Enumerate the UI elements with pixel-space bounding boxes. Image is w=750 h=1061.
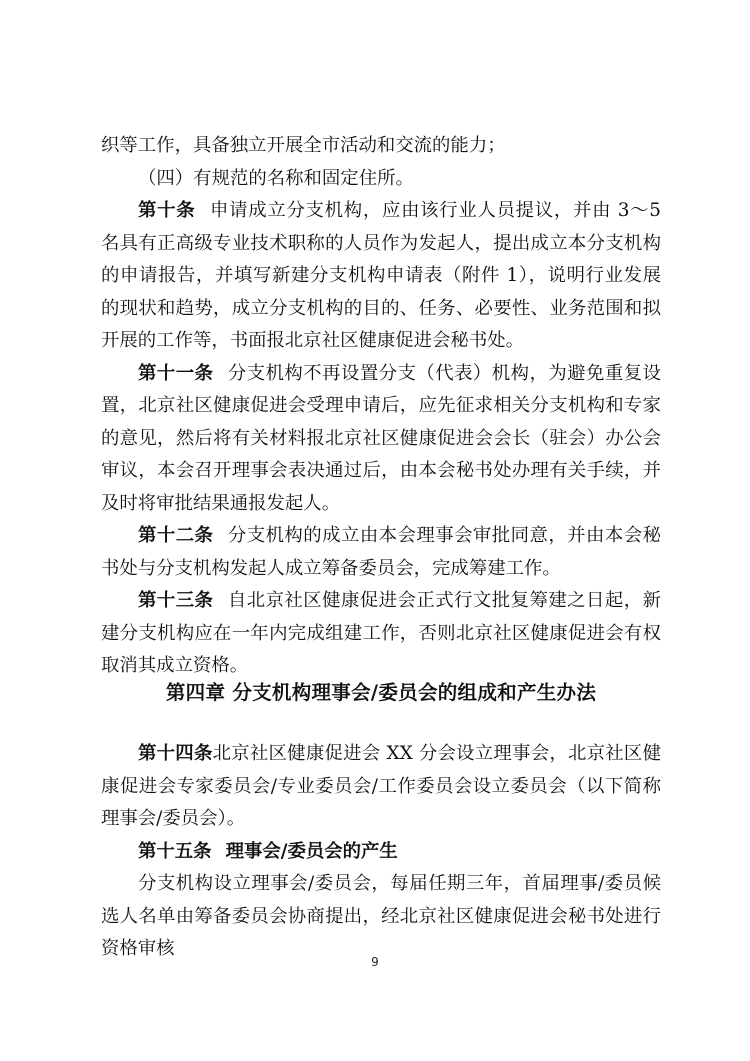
article-15 xyxy=(101,836,661,869)
article-label: 第十五条 xyxy=(138,840,212,862)
article-label: 第十一条 xyxy=(138,362,214,384)
paragraph-text: 织等工作，具备独立开展全市活动和交流的能力； xyxy=(101,135,506,156)
paragraph-15-body xyxy=(101,868,661,966)
article-text: 分支机构的成立由本会理事会审批同意，并由本会秘书处与分支机构发起人成立筹备委员会，完成筹建工作。 xyxy=(101,525,661,579)
article-12 xyxy=(101,520,661,585)
article-13 xyxy=(101,585,661,683)
paragraph-continuation xyxy=(101,130,661,163)
paragraph-text: （四）有规范的名称和固定住所。 xyxy=(138,167,414,189)
paragraph-text: 分支机构设立理事会/委员会，每届任期三年，首届理事/委员候选人名单由筹备委员会协商提出，经北京社区健康促进会秘书处进行资格审核 xyxy=(101,873,661,959)
article-10 xyxy=(101,195,661,358)
article-text: 分支机构不再设置分支（代表）机构，为避免重复设置，北京社区健康促进会受理申请后，应先征求相关分支机构和专家的意见，然后将有关材料报北京社区健康促进会会长（驻会）办公会审议，本会召开理事会表决通过后，由本会秘书处办理有关手续，并及时将审批结果通报发起人。 xyxy=(101,362,661,514)
body-text-lower xyxy=(101,738,661,966)
chapter-title: 第四章 分支机构理事会/委员会的组成和产生办法 xyxy=(165,681,597,704)
article-text: 自北京社区健康促进会正式行文批复筹建之日起，新建分支机构应在一年内完成组建工作，否则北京社区健康促进会有权取消其成立资格。 xyxy=(101,590,661,676)
article-heading: 理事会/委员会的产生 xyxy=(225,840,398,862)
article-text: 北京社区健康促进会 XX 分会设立理事会，北京社区健康促进会专家委员会/专业委员会/工作委员会设立委员会（以下简称理事会/委员会）。 xyxy=(101,743,661,829)
article-label: 第十三条 xyxy=(138,590,214,611)
paragraph-item-four xyxy=(101,163,661,196)
article-label: 第十四条 xyxy=(138,743,213,764)
article-14 xyxy=(101,738,661,836)
page-number: 9 xyxy=(371,955,379,969)
article-label: 第十条 xyxy=(138,200,196,221)
body-text-upper xyxy=(101,130,661,683)
article-text: 申请成立分支机构，应由该行业人员提议，并由 3～5 名具有正高级专业技术职称的人员作为发起人，提出成立本分支机构的申请报告，并填写新建分支机构申请表（附件 1），说明行业发展的现状和趋势，成立分支机构的目的、任务、必要性、业务范围和拟开展的工作等，书面报北京社区健康促进会秘书处。 xyxy=(101,200,661,351)
article-label: 第十二条 xyxy=(138,525,214,546)
article-11 xyxy=(101,358,661,521)
